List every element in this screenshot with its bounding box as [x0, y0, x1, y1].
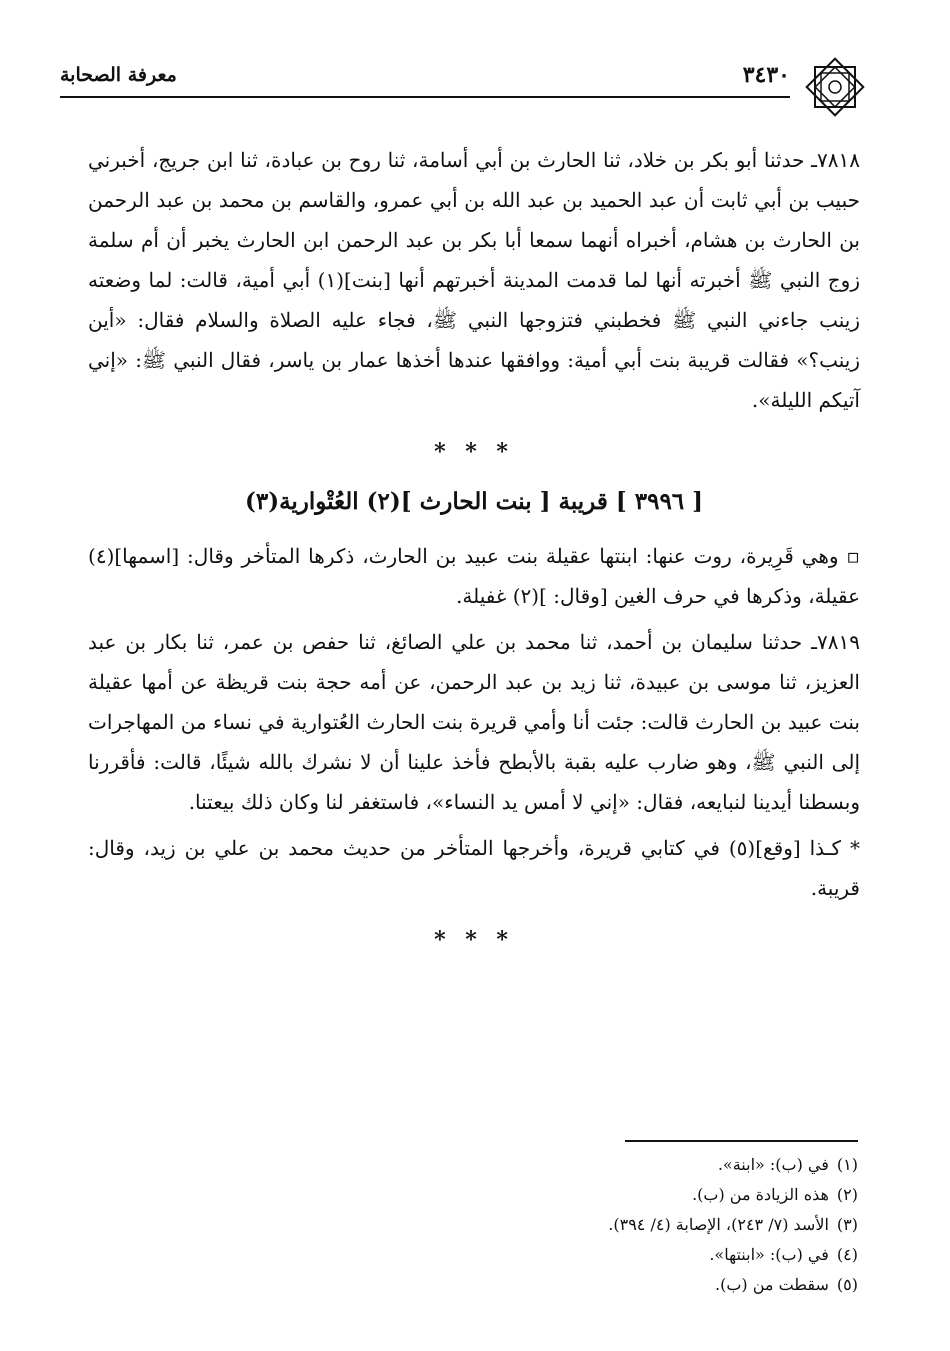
footnote-number: (٤) — [836, 1245, 858, 1264]
hadith-paragraph: ٧٨١٨ـ حدثنا أبو بكر بن خلاد، ثنا الحارث بن أبي أسامة، ثنا روح بن عبادة، ثنا ابن جريج، أخبرني حبيب بن أبي ثابت أن عبد الحميد بن عبد الله بن أبي عمرو، والقاسم بن محمد بن عبد الرحمن بن الحارث بن هشام، أخبراه أنهما سمعا أبا بكر بن عبد الرحمن ابن الحارث يخبر أن أم سلمة زوج النبي ﷺ أخبرته أنها لما قدمت المدينة أخبرتهم أنها [بنت](١) أبي أمية، قالت: لما وضعته زينب جاءني النبي ﷺ فخطبني فتزوجها النبي ﷺ، فجاء عليه الصلاة والسلام فقال: «أين زينب؟» فقالت قريبة بنت أبي أمية: ووافقها عندها أخذها عمار بن ياسر، فقال النبي ﷺ: «إني آتيكم الليلة». — [88, 148, 860, 412]
header-divider — [60, 96, 790, 98]
entry-heading: [ ٣٩٩٦ ] قريبة [ بنت الحارث ](٢) العُتْوارية(٣) — [244, 488, 704, 515]
footnote-number: (٣) — [836, 1215, 858, 1234]
commentary-paragraph: * كـذا [وقع](٥) في كتابي قريرة، وأخرجها المتأخر من حديث محمد بن علي بن زيد، وقال: قريبة. — [88, 836, 861, 900]
octagram-ornament-icon — [804, 56, 866, 118]
footnote — [358, 1240, 858, 1270]
footnote — [358, 1150, 858, 1180]
footnote-text: في (ب): «ابنتها». — [709, 1245, 829, 1264]
main-text — [88, 140, 860, 970]
section-separator: * * * — [434, 439, 514, 465]
footnote-text: سقطت من (ب). — [715, 1275, 829, 1294]
footnote-text: الأسد (٧/ ٢٤٣)، الإصابة (٤/ ٣٩٤). — [608, 1215, 829, 1234]
footnote-number: (٥) — [836, 1275, 858, 1294]
footnote — [358, 1210, 858, 1240]
hadith-paragraph: ٧٨١٩ـ حدثنا سليمان بن أحمد، ثنا محمد بن علي الصائغ، ثنا حفص بن عمر، ثنا بكار بن عبد العزيز، ثنا موسى بن عبيدة، ثنا زيد بن عبد الرحمن، عن أمه حجة بنت قريظة عن أمها عقيلة بنت عبيد بن الحارث قالت: جئت أنا وأمي قريرة بنت الحارث العُتوارية في نساء من المهاجرات إلى النبي ﷺ، وهو ضارب عليه بقبة بالأبطح فأخذ علينا أن لا نشرك بالله شيئًا، قالت: فأقررنا وبسطنا أيدينا لنبايعه، فقال: «إني لا أمس يد النساء»، فاستغفر لنا وكان ذلك بيعتنا. — [88, 630, 860, 814]
page-header — [60, 52, 860, 122]
footnotes — [358, 1150, 858, 1300]
page-number: ٣٤٣٠ — [742, 62, 790, 88]
footnote — [358, 1180, 858, 1210]
running-title: معرفة الصحابة — [60, 64, 177, 86]
footnote-number: (٢) — [836, 1185, 858, 1204]
footnote-divider — [625, 1140, 858, 1142]
biography-paragraph: ▫ وهي قَرِيرة، روت عنها: ابنتها عقيلة بنت عبيد بن الحارث، ذكرها المتأخر وقال: [اسمها](٤) عقيلة، وذكرها في حرف الغين [وقال: ](٢) غفيلة. — [88, 544, 860, 608]
footnote-number: (١) — [836, 1155, 858, 1174]
footnote-text: هذه الزيادة من (ب). — [692, 1185, 829, 1204]
footnote — [358, 1270, 858, 1300]
footnote-text: في (ب): «ابنة». — [717, 1155, 829, 1174]
section-separator: * * * — [434, 927, 514, 953]
